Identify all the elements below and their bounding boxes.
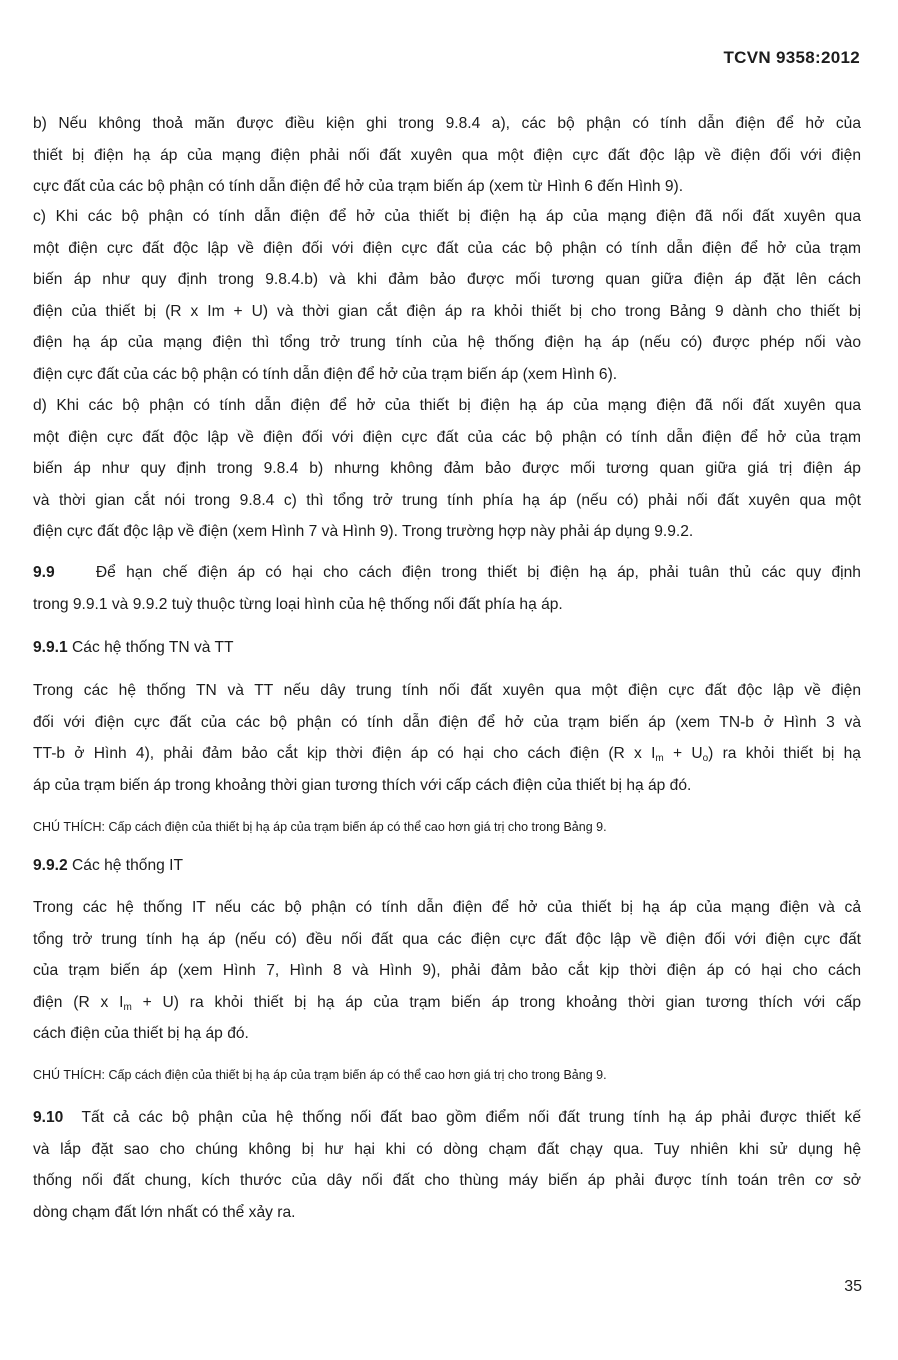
text-line: TT-b ở Hình 4), phải đảm bảo cắt kịp thời điện áp có hại cho cách điện (R x $I_m + U_o$) ra khỏi thiết bị hạ (33, 745, 861, 765)
text-line: điện cực đất độc lập về điện (xem Hình 7 và Hình 9). Trong trường hợp này phải áp dụng 9.9.2. (33, 523, 694, 541)
section-heading-9-9-2 (33, 857, 183, 875)
note-9-9-2: CHÚ THÍCH: Cấp cách điện của thiết bị hạ áp của trạm biến áp có thể cao hơn giá trị cho trong Bảng 9. (33, 1068, 607, 1082)
section-9-9 (33, 557, 861, 620)
section-number: 9.9 (33, 564, 55, 581)
text-line: dòng chạm đất lớn nhất có thể xảy ra. (33, 1203, 296, 1221)
text-line: thống nối đất chung, kích thước của dây nối đất cho thùng máy biến áp phải được tính toán trên cơ sở (33, 1172, 861, 1190)
text-line: 9.9 Để hạn chế điện áp có hại cho cách điện trong thiết bị điện hạ áp, phải tuân thủ các quy định (33, 564, 861, 581)
text-line: Trong các hệ thống TN và TT nếu dây trung tính nối đất xuyên qua một điện cực đất độc lập về điện (33, 682, 861, 699)
section-title: Các hệ thống IT (72, 857, 183, 874)
section-heading-9-9-1 (33, 639, 234, 657)
section-9-9-2-paragraph (33, 892, 861, 1050)
item-b-paragraph (33, 108, 861, 203)
section-9-10 (33, 1102, 861, 1228)
page-number: 35 (844, 1278, 862, 1295)
text-line: điện của thiết bị (R x Im + U) và thời gian cắt điện áp ra khỏi thiết bị cho trong Bảng 9 dành cho thiết bị (33, 302, 861, 320)
text-line: Trong các hệ thống IT nếu các bộ phận có tính dẫn điện để hở của thiết bị hạ áp của mạng điện và cả (33, 899, 861, 916)
section-number: 9.9.2 (33, 857, 68, 874)
text-line: điện (R x $I_m + U$) ra khỏi thiết bị hạ áp của trạm biến áp trong khoảng thời gian tương thích với cấp (33, 993, 861, 1013)
text-line: điện cực đất của các bộ phận có tính dẫn điện để hở của trạm biến áp (xem Hình 6). (33, 365, 618, 383)
text-line: c) Khi các bộ phận có tính dẫn điện để hở của thiết bị điện hạ áp của mạng điện đã nối đất xuyên qua (33, 208, 861, 225)
note-9-9-1: CHÚ THÍCH: Cấp cách điện của thiết bị hạ áp của trạm biến áp có thể cao hơn giá trị cho trong Bảng 9. (33, 820, 607, 834)
document-id-header: TCVN 9358:2012 (723, 48, 860, 67)
text-line: điện hạ áp của mạng điện thì tổng trở trung tính của hệ thống điện hạ áp (nếu có) được phép nối vào (33, 334, 861, 352)
text-line: một điện cực đất độc lập về điện đối với điện cực đất của các bộ phận có tính dẫn điện để hở của trạm (33, 239, 861, 257)
text-line: biến áp như quy định trong 9.8.4 b) nhưng không đảm bảo được mối tương quan giữa giá trị điện áp (33, 460, 861, 478)
text-line: b) Nếu không thoả mãn được điều kiện ghi trong 9.8.4 a), các bộ phận có tính dẫn điện để hở của (33, 115, 861, 132)
section-9-9-1-paragraph (33, 675, 861, 801)
text-line: thiết bị điện hạ áp của mạng điện phải nối đất xuyên qua một điện cực đất độc lập về điện đối với điện (33, 146, 861, 164)
text-line: một điện cực đất độc lập về điện đối với điện cực đất của các bộ phận có tính dẫn điện để hở của trạm (33, 428, 861, 446)
text-line: của trạm biến áp (xem Hình 7, Hình 8 và Hình 9), phải đảm bảo cắt kịp thời điện áp có hại cho cách (33, 962, 861, 980)
text-line: đối với điện cực đất của các bộ phận có tính dẫn điện để hở của trạm biến áp (xem TN-b ở Hình 3 và (33, 713, 861, 731)
text-line: trong 9.9.1 và 9.9.2 tuỳ thuộc từng loại hình của hệ thống nối đất phía hạ áp. (33, 595, 563, 613)
item-d-paragraph (33, 390, 861, 548)
text-line: áp của trạm biến áp trong khoảng thời gian tương thích với cấp cách điện của thiết bị hạ áp đó. (33, 776, 692, 794)
section-number: 9.9.1 (33, 639, 68, 656)
text-line: và lắp đặt sao cho chúng không bị hư hại khi có dòng chạm đất chạy qua. Tuy nhiên khi sử dụng hệ (33, 1140, 861, 1158)
section-title: Các hệ thống TN và TT (72, 639, 234, 656)
item-c-paragraph (33, 201, 861, 391)
text-line: cách điện của thiết bị hạ áp đó. (33, 1025, 249, 1043)
text-line: 9.10 Tất cả các bộ phận của hệ thống nối đất bao gồm điểm nối đất trung tính hạ áp phải được thiết kế (33, 1109, 861, 1126)
text-line: tổng trở trung tính hạ áp (nếu có) đều nối đất qua các điện cực đất độc lập về điện đối với điện cực đất (33, 930, 861, 948)
text-line: và thời gian cắt nói trong 9.8.4 c) thì tổng trở trung tính phía hạ áp (nếu có) phải nối đất xuyên qua một (33, 491, 861, 509)
section-number: 9.10 (33, 1109, 64, 1126)
text-line: cực đất của các bộ phận có tính dẫn điện để hở của trạm biến áp (xem từ Hình 6 đến Hình 9). (33, 178, 684, 196)
text-line: d) Khi các bộ phận có tính dẫn điện để hở của thiết bị điện hạ áp của mạng điện đã nối đất xuyên qua (33, 397, 861, 414)
text-line: biến áp như quy định trong 9.8.4.b) và khi đảm bảo được mối tương quan giữa điện áp đặt lên cách (33, 271, 861, 289)
